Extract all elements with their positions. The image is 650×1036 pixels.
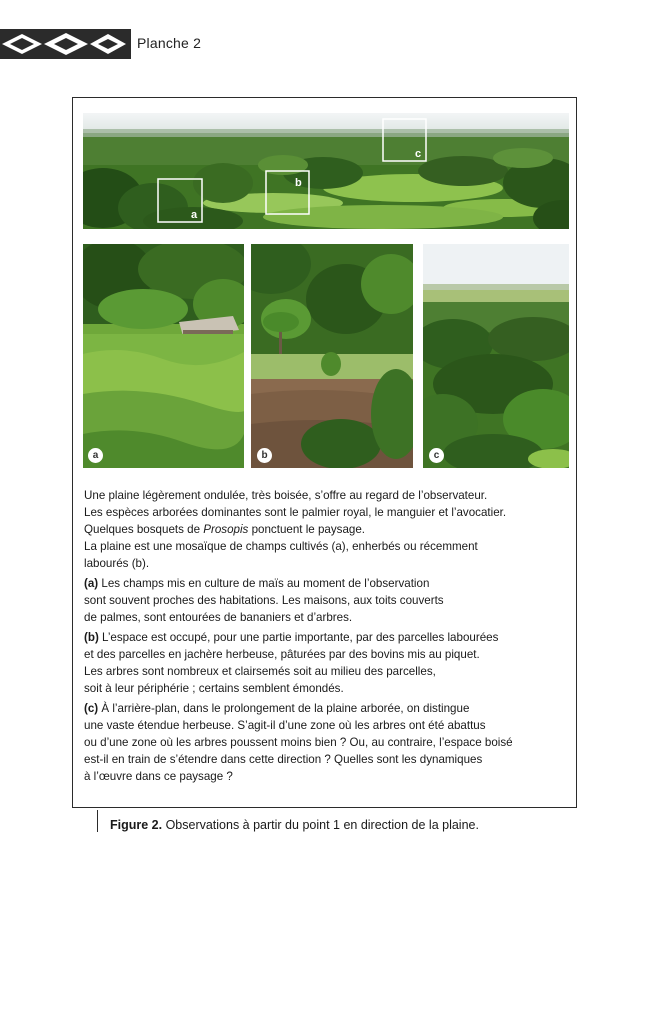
photo-a-image [83,244,244,468]
para-b-line-1 [84,629,564,646]
photo-c-image [423,244,569,468]
para-a-tag: (a) [84,577,99,590]
para-c-line-4: est-il en train de s’étendre dans cette direction ? Quelles sont les dynamiques [84,753,483,766]
para-b-line-3: Les arbres sont nombreux et clairsemés soit au milieu des parcelles, [84,665,436,678]
photo-b-image [251,244,413,468]
para-a-line-3: de palmes, sont entourées de bananiers et d’arbres. [84,611,353,624]
para-c-line-5: à l’œuvre dans ce paysage ? [84,770,233,783]
paragraph-a [84,575,564,626]
intro-line-3-before: Quelques bosquets de [84,523,204,536]
figure-caption [110,818,479,832]
caption-text: Observations à partir du point 1 en direction de la plaine. [162,818,479,832]
intro-line-3-after: ponctuent le paysage. [248,523,366,536]
photo-b [251,244,413,468]
para-c-tag: (c) [84,702,99,715]
panorama-image [83,113,569,229]
panorama-photo [83,113,569,229]
paragraph-b [84,629,564,697]
header-band [0,29,131,59]
caption-rule [97,810,98,832]
diamond-pattern-icon [0,29,131,59]
panorama-label-a: a [191,209,198,221]
page-title: Planche 2 [137,35,202,51]
para-b-tag: (b) [84,631,99,644]
intro-line-1: Une plaine légèrement ondulée, très boisée, s’offre au regard de l’observateur. [84,489,488,502]
intro-line-3 [84,521,564,538]
photo-b-badge: b [257,448,272,463]
para-b-line-2: et des parcelles en jachère herbeuse, pâturées par des bovins mis au piquet. [84,648,480,661]
para-c-line-1-text: À l’arrière-plan, dans le prolongement de la plaine arborée, on distingue [98,702,470,715]
observation-text [84,487,564,788]
para-a-line-1 [84,575,564,592]
para-a-line-2: sont souvent proches des habitations. Les maisons, aux toits couverts [84,594,444,607]
intro-line-2: Les espèces arborées dominantes sont le palmier royal, le manguier et l’avocatier. [84,506,507,519]
intro-line-5: labourés (b). [84,557,150,570]
photo-a-badge: a [88,448,103,463]
photo-c [423,244,569,468]
para-c-line-2: une vaste étendue herbeuse. S’agit-il d’une zone où les arbres ont été abattus [84,719,486,732]
intro-paragraph [84,487,564,572]
panorama-label-b: b [295,177,302,189]
para-a-line-1-text: Les champs mis en culture de maïs au moment de l’observation [98,577,430,590]
prosopis-italic: Prosopis [203,523,249,536]
paragraph-c [84,700,564,785]
intro-line-4: La plaine est une mosaïque de champs cultivés (a), enherbés ou récemment [84,540,478,553]
para-b-line-4: soit à leur périphérie ; certains semblent émondés. [84,682,344,695]
para-c-line-3: ou d’une zone où les arbres poussent moins bien ? Ou, au contraire, l’espace boisé [84,736,513,749]
photo-a [83,244,244,468]
panorama-label-c: c [415,148,422,160]
para-c-line-1 [84,700,564,717]
para-b-line-1-text: L’espace est occupé, pour une partie importante, par des parcelles labourées [98,631,499,644]
figure-number: Figure 2. [110,818,163,832]
photo-c-badge: c [429,448,444,463]
